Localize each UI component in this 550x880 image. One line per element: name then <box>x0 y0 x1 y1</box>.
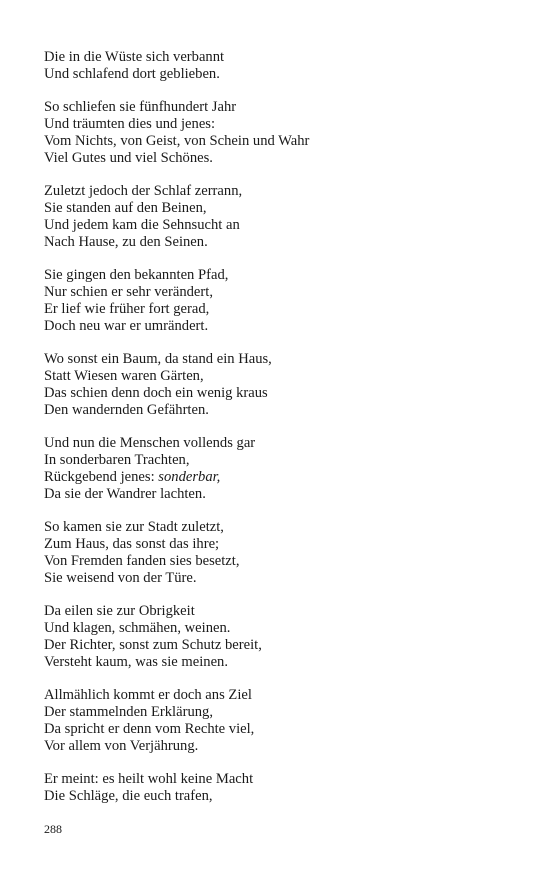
poem-line-text: Er lief wie früher fort gerad, <box>44 300 210 317</box>
poem-line-text: Er meint: es heilt wohl keine Macht <box>44 771 254 788</box>
stanza <box>44 519 514 586</box>
poem-line <box>44 553 514 570</box>
poem-line <box>44 267 514 284</box>
stanza <box>44 771 514 805</box>
poem-line-text: Und schlafend dort geblieben. <box>44 65 220 82</box>
stanza <box>44 49 514 83</box>
poem-line-text: Und träumten dies und jenes: <box>44 116 216 133</box>
poem-line-text: So schliefen sie fünfhundert Jahr <box>44 99 237 116</box>
poem-line <box>44 301 514 318</box>
poem-line-text: Doch neu war er umrändert. <box>44 317 209 334</box>
poem-line <box>44 687 514 704</box>
stanza <box>44 603 514 670</box>
poem-line-text: Von Fremden fanden sies besetzt, <box>44 552 240 569</box>
poem-line <box>44 318 514 335</box>
poem-line-text: Vor allem von Verjährung. <box>44 737 199 754</box>
poem-line-text: Da eilen sie zur Obrigkeit <box>44 603 195 620</box>
poem-line <box>44 368 514 385</box>
poem-line <box>44 620 514 637</box>
poem-line-text: Da spricht er denn vom Rechte viel, <box>44 720 255 737</box>
poem-line-text: Den wandernden Gefährten. <box>44 401 209 418</box>
poem-line <box>44 452 514 469</box>
stanza <box>44 99 514 166</box>
poem-line-text: Die Schläge, die euch trafen, <box>44 788 213 805</box>
poem-line-text: Und nun die Menschen vollends gar <box>44 435 256 452</box>
poem-line-text: Und jedem kam die Sehnsucht an <box>44 216 240 233</box>
poem-line <box>44 402 514 419</box>
stanza <box>44 435 514 502</box>
poem-line-text: Wo sonst ein Baum, da stand ein Haus, <box>44 351 272 368</box>
poem-line-text: Sie gingen den bekannten Pfad, <box>44 267 229 284</box>
poem-line <box>44 486 514 503</box>
poem-line-text: Der stammelnden Erklärung, <box>44 704 213 721</box>
poem-line <box>44 116 514 133</box>
stanza <box>44 351 514 418</box>
poem-line-text: In sonderbaren Trachten, <box>44 452 190 469</box>
poem-line <box>44 66 514 83</box>
poem-line-text: So kamen sie zur Stadt zuletzt, <box>44 519 224 536</box>
poem-line-text: Vom Nichts, von Geist, von Schein und Wahr <box>44 132 310 149</box>
poem-line <box>44 570 514 587</box>
poem-line <box>44 771 514 788</box>
poem-line-text: Zuletzt jedoch der Schlaf zerrann, <box>44 183 243 200</box>
poem-line <box>44 183 514 200</box>
poem-line <box>44 654 514 671</box>
poem-line <box>44 519 514 536</box>
poem-line-text: Statt Wiesen waren Gärten, <box>44 368 204 385</box>
poem-line-text: Nach Hause, zu den Seinen. <box>44 233 208 250</box>
poem-line-text: Sie weisend von der Türe. <box>44 569 197 586</box>
poem-line <box>44 49 514 66</box>
poem-line <box>44 234 514 251</box>
poem-line <box>44 351 514 368</box>
poem-line <box>44 133 514 150</box>
poem-line-text: Nur schien er sehr verändert, <box>44 284 213 301</box>
poem-line-text: Der Richter, sonst zum Schutz bereit, <box>44 636 262 653</box>
poem-line-text: Allmählich kommt er doch ans Ziel <box>44 687 252 704</box>
poem-line-emphasis: sonderbar, <box>158 468 221 485</box>
poem-line-text: Sie standen auf den Beinen, <box>44 200 207 217</box>
poem-line-text: Rückgebend jenes: <box>44 468 159 485</box>
poem-line <box>44 284 514 301</box>
poem-line <box>44 788 514 805</box>
poem-line <box>44 99 514 116</box>
poem-line <box>44 200 514 217</box>
poem-line-text: Da sie der Wandrer lachten. <box>44 485 206 502</box>
poem-line <box>44 536 514 553</box>
poem-line <box>44 385 514 402</box>
poem-line-text: Und klagen, schmähen, weinen. <box>44 620 231 637</box>
poem-line <box>44 603 514 620</box>
poem-line <box>44 217 514 234</box>
stanza <box>44 183 514 250</box>
poem-line <box>44 150 514 167</box>
poem-line-text: Viel Gutes und viel Schönes. <box>44 149 213 166</box>
poem-line <box>44 721 514 738</box>
page-number: 288 <box>44 822 62 836</box>
poem-line-text: Das schien denn doch ein wenig kraus <box>44 384 268 401</box>
poem-line <box>44 738 514 755</box>
poem-line <box>44 637 514 654</box>
poem-body <box>44 49 514 805</box>
poem-line <box>44 469 514 486</box>
poem-line <box>44 435 514 452</box>
poem-line <box>44 704 514 721</box>
poem-line-text: Versteht kaum, was sie meinen. <box>44 653 228 670</box>
poem-line-text: Die in die Wüste sich verbannt <box>44 49 225 65</box>
stanza <box>44 687 514 754</box>
stanza <box>44 267 514 334</box>
poem-line-text: Zum Haus, das sonst das ihre; <box>44 536 220 553</box>
